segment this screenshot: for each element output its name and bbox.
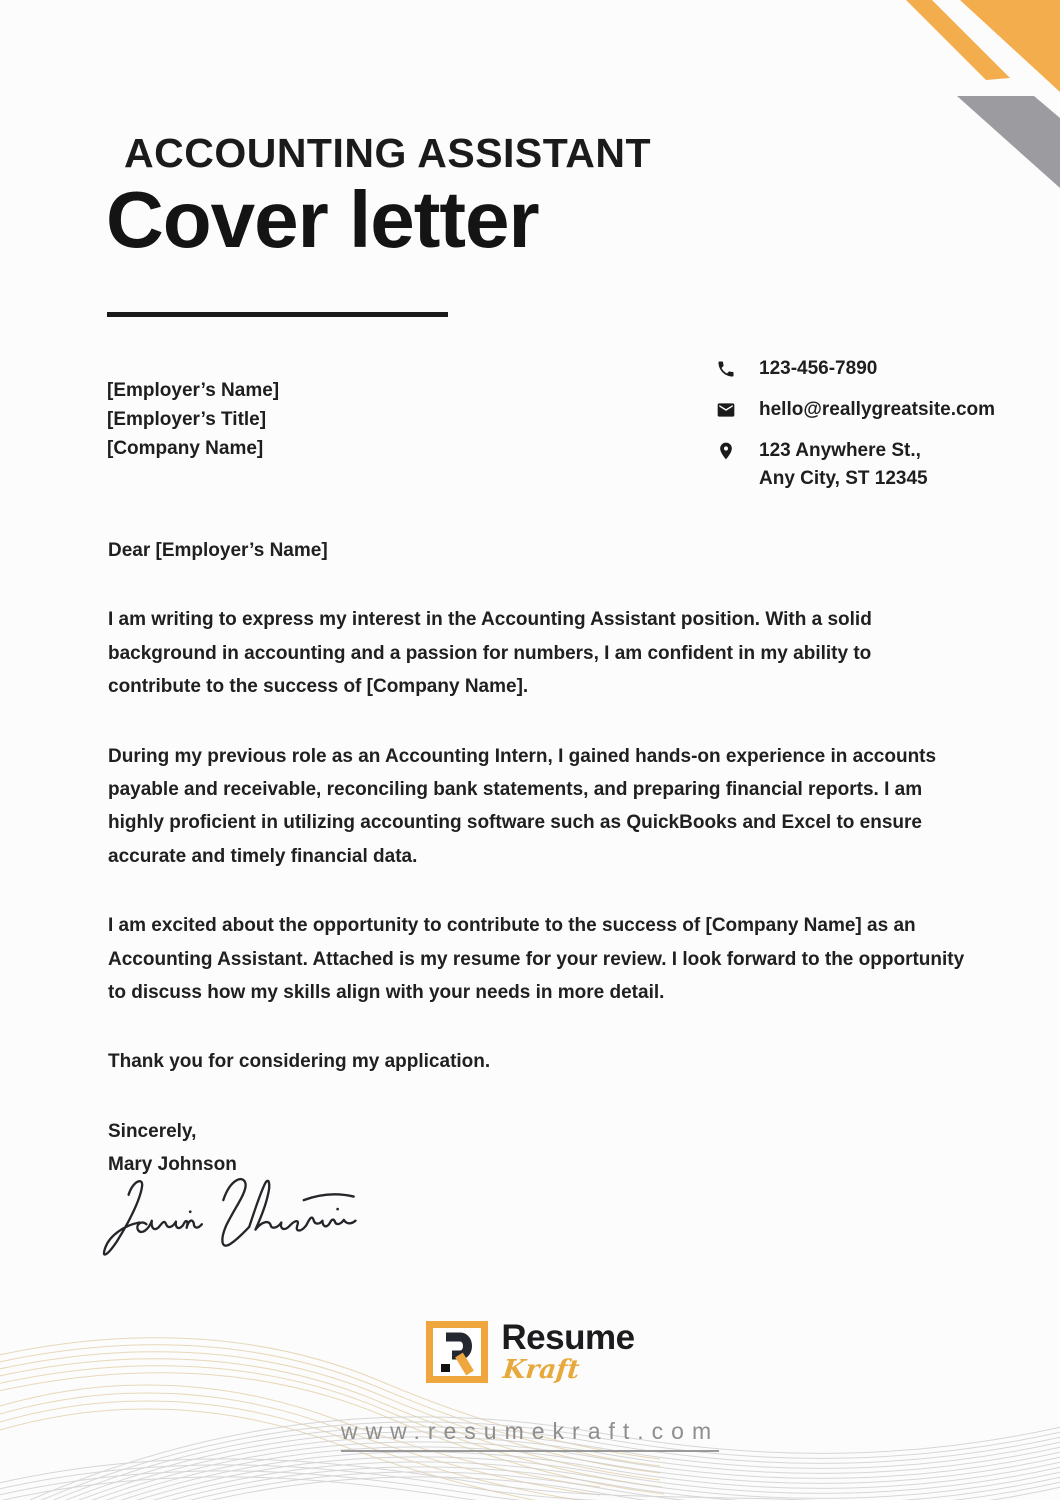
footer	[0, 1418, 1060, 1452]
contact-address	[759, 437, 928, 493]
brand-name: Resume	[501, 1318, 635, 1357]
email-icon	[716, 398, 736, 422]
brand-subname: Kraft	[501, 1354, 582, 1385]
contact-address-line2: Any City, ST 12345	[759, 468, 928, 489]
letter-paragraph-3: I am excited about the opportunity to contribute to the success of [Company Name] as an Accounting Assistant. Attached is my resume for your review. I look forward to the opportunity to discuss how my skills align with your needs in more detail.	[108, 915, 965, 1004]
contact-address-line1: 123 Anywhere St.,	[759, 440, 921, 461]
contact-phone: 123-456-7890	[759, 358, 878, 379]
letter-body	[108, 534, 968, 1182]
recipient-block	[107, 376, 279, 463]
page-title: Cover letter	[106, 175, 539, 264]
signer-name: Mary Johnson	[108, 1154, 237, 1176]
company-name-placeholder: [Company Name]	[107, 438, 264, 459]
employer-title-placeholder: [Employer’s Title]	[107, 409, 267, 430]
contact-address-row	[716, 437, 995, 493]
signature-image	[100, 1172, 368, 1264]
corner-accent-decoration	[860, 0, 1060, 200]
employer-name-placeholder: [Employer’s Name]	[107, 380, 280, 401]
corner-gray-band	[957, 96, 1060, 188]
title-divider-rule	[107, 312, 448, 317]
location-pin-icon	[716, 439, 736, 463]
letter-paragraph-1: I am writing to express my interest in the Accounting Assistant position. With a solid background in accounting and a passion for numbers, I am confident in my ability to contribute to the success of [Company Name].	[108, 609, 872, 698]
closing-word: Sincerely,	[108, 1120, 197, 1142]
job-title-eyebrow: ACCOUNTING ASSISTANT	[124, 130, 652, 176]
contact-block	[716, 355, 995, 493]
contact-phone-row	[716, 355, 995, 383]
letter-paragraph-2: During my previous role as an Accounting Intern, I gained hands-on experience in accounts payable and receivable, reconciling bank statements, and preparing financial reports. I am highly proficient in utilizing accounting software such as QuickBooks and Excel to ensure accurate and timely financial data.	[108, 745, 937, 867]
contact-email-row	[716, 396, 995, 424]
phone-icon	[716, 357, 736, 381]
thanks-line: Thank you for considering my application.	[108, 1051, 491, 1073]
contact-email: hello@reallygreatsite.com	[759, 399, 996, 420]
website-link[interactable]: www.resumekraft.com	[341, 1418, 719, 1452]
salutation: Dear [Employer’s Name]	[108, 540, 328, 561]
